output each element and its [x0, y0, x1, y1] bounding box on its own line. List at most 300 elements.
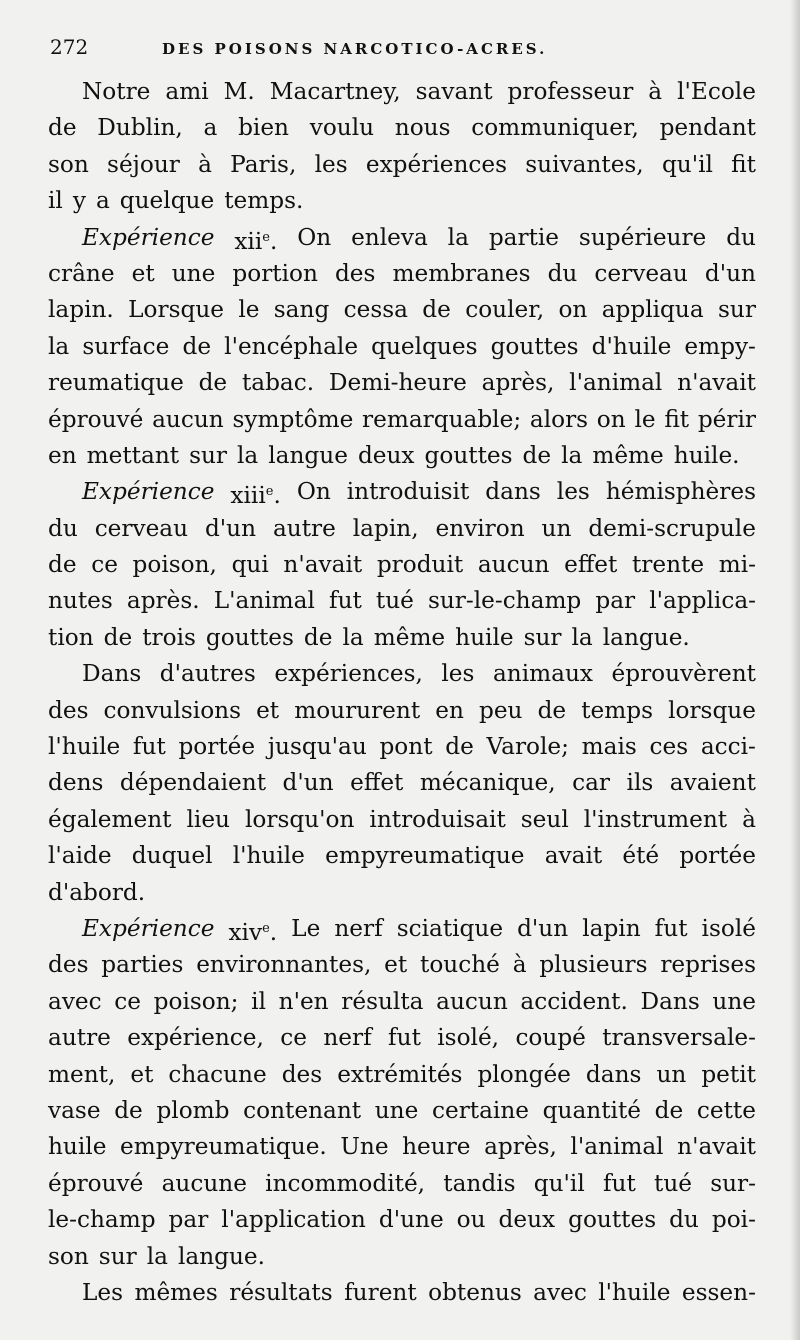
word: ami — [165, 78, 209, 105]
word: le-champ — [48, 1206, 156, 1234]
word: poison, — [132, 551, 217, 579]
word: moururent — [294, 696, 421, 724]
word: vase — [48, 1096, 101, 1124]
word: gouttes — [424, 441, 513, 469]
word: des — [281, 1060, 323, 1088]
word: quelques — [371, 332, 478, 360]
word: alors — [529, 405, 589, 433]
running-header — [50, 35, 755, 65]
word: qui — [231, 551, 269, 579]
word: la — [561, 441, 583, 469]
word: touché — [420, 951, 500, 979]
word: à — [512, 951, 527, 979]
text-line — [48, 693, 756, 729]
word: avait — [544, 842, 603, 870]
word: la — [571, 623, 593, 651]
word: xii$^e$. — [234, 227, 278, 255]
word: en — [48, 441, 77, 469]
text-line — [48, 620, 756, 656]
text-line — [48, 1057, 756, 1093]
word: partie — [488, 223, 560, 251]
word: il — [251, 987, 266, 1015]
word: poison; — [153, 987, 239, 1015]
word: l'applica- — [649, 587, 756, 615]
word: l'huile — [232, 842, 305, 870]
word: par — [168, 1206, 209, 1234]
word: demi-scrupule — [588, 514, 756, 542]
word: nous — [394, 114, 451, 142]
word: deux — [357, 441, 415, 469]
word: remarquable; — [362, 405, 522, 433]
word: temps — [581, 696, 653, 724]
word: avec — [533, 1278, 587, 1306]
word: éprouvé — [48, 1169, 144, 1197]
word: après, — [481, 369, 555, 397]
word: a — [95, 187, 110, 215]
word: l'encéphale — [224, 332, 359, 360]
word: incommodité, — [265, 1169, 426, 1197]
word: sciatique — [396, 914, 504, 942]
word: plomb — [156, 1096, 230, 1124]
word: à — [648, 78, 663, 105]
word: son — [48, 150, 89, 178]
word: jusqu'au — [267, 733, 367, 761]
word: de — [48, 114, 77, 142]
word: huile. — [673, 441, 740, 469]
word: bien — [238, 114, 289, 142]
word: éprouvé — [48, 405, 144, 433]
word: de — [445, 733, 474, 761]
text-line — [48, 256, 756, 292]
word: plongée — [477, 1060, 571, 1088]
word: hémisphères — [605, 478, 756, 506]
word: une — [374, 1096, 419, 1124]
word: Une — [340, 1133, 389, 1161]
word: l'application — [221, 1206, 366, 1234]
text-line — [48, 729, 756, 765]
word: savant — [415, 78, 493, 105]
word: nerf — [334, 914, 383, 942]
word: reumatique — [48, 369, 184, 397]
word: symptôme — [232, 405, 354, 433]
word: gouttes — [490, 332, 579, 360]
word: aucune — [161, 1169, 247, 1197]
word: dans — [585, 1060, 642, 1088]
word: portée — [178, 733, 256, 761]
word: animaux — [492, 660, 593, 688]
word: de — [303, 623, 333, 651]
text-line — [48, 656, 756, 692]
word: la — [447, 223, 469, 251]
word: a — [203, 114, 218, 142]
word: tabac. — [241, 369, 315, 397]
word: et — [130, 1060, 154, 1088]
word: Demi-heure — [328, 369, 467, 397]
word: qu'il — [661, 150, 713, 178]
word: produit — [376, 551, 464, 579]
word: y — [72, 187, 86, 215]
word: gouttes — [568, 1206, 657, 1234]
text-line — [48, 474, 756, 510]
word: l'Ecole — [677, 78, 756, 105]
word: dans — [485, 478, 541, 506]
word: de — [422, 296, 451, 324]
text-line — [48, 438, 756, 474]
word: temps. — [224, 187, 304, 215]
word: tion — [48, 623, 94, 651]
word: surface — [82, 332, 170, 360]
word: lapin — [582, 914, 641, 942]
word: avec — [48, 987, 102, 1015]
word: quantité — [542, 1096, 641, 1124]
word: après. — [126, 587, 200, 615]
word: transversale- — [602, 1024, 756, 1052]
word: on — [596, 405, 626, 433]
word: mécanique, — [419, 769, 556, 797]
text-line — [48, 183, 756, 219]
word: expériences — [365, 150, 508, 178]
word: à — [198, 150, 212, 178]
word: fut — [602, 1169, 636, 1197]
word: expériences, — [274, 660, 423, 688]
word: convulsions — [103, 696, 241, 724]
text-line — [48, 1275, 756, 1311]
word: suivantes, — [525, 150, 644, 178]
word: couler, — [465, 296, 545, 324]
word: la — [146, 1242, 168, 1270]
word: portée — [679, 842, 756, 870]
word: gouttes — [205, 623, 294, 651]
word: ce — [114, 987, 142, 1015]
word: xiv$^e$. — [228, 918, 278, 946]
word: aucun — [477, 551, 550, 579]
word: Dublin, — [97, 114, 183, 142]
word: L'animal — [213, 587, 315, 615]
word: empyreumatique — [325, 842, 525, 870]
text-line — [48, 365, 756, 401]
word: mettant — [86, 441, 180, 469]
word: lapin. — [48, 296, 114, 324]
word: effet — [350, 769, 404, 797]
word: Les — [82, 1278, 124, 1306]
word: langue. — [177, 1242, 266, 1270]
word: lapin, — [352, 514, 419, 542]
word: les — [556, 478, 590, 506]
word: l'huile — [598, 1278, 671, 1306]
word: d'un — [704, 259, 756, 287]
word: également — [48, 805, 172, 833]
word: une — [171, 259, 216, 287]
word: fut — [328, 587, 362, 615]
word: cette — [696, 1096, 756, 1124]
text-line — [48, 292, 756, 328]
word: d'un — [282, 769, 334, 797]
word: membranes — [392, 259, 531, 287]
word: de — [114, 1096, 143, 1124]
word: environnantes, — [196, 951, 372, 979]
word: il — [48, 187, 63, 215]
word: l'aide — [48, 842, 112, 870]
word: Lorsque — [128, 296, 224, 324]
word: dépendaient — [119, 769, 267, 797]
word: les — [441, 660, 475, 688]
word: communiquer, — [471, 114, 639, 142]
word: introduisait — [369, 805, 506, 833]
word: empy- — [684, 332, 756, 360]
body-text — [48, 74, 756, 1311]
word: coupé — [515, 1024, 586, 1052]
word: contenant — [243, 1096, 362, 1124]
word: On — [297, 223, 332, 251]
word: Dans — [640, 987, 700, 1015]
word: après, — [484, 1133, 557, 1161]
word: n'avait — [677, 369, 756, 397]
word: de — [103, 623, 133, 651]
word: tandis — [443, 1169, 516, 1197]
word: poi- — [711, 1206, 756, 1234]
word: son — [48, 1242, 89, 1270]
text-line — [48, 147, 756, 183]
word: appliqua — [601, 296, 704, 324]
word: empyreumatique. — [119, 1133, 327, 1161]
word: du — [669, 1206, 699, 1234]
text-line — [48, 765, 756, 801]
word: l'huile — [48, 733, 121, 761]
word: d'abord. — [48, 878, 146, 906]
word: Dans — [82, 660, 142, 688]
text-line — [48, 838, 756, 874]
word: qu'il — [533, 1169, 585, 1197]
word: d'un — [517, 914, 569, 942]
word: effet — [564, 551, 618, 579]
word: on — [558, 296, 588, 324]
word: d'huile — [591, 332, 672, 360]
word: du — [547, 259, 578, 287]
word: quelque — [119, 187, 215, 215]
word: fit — [731, 150, 756, 178]
word: ce — [280, 1024, 307, 1052]
running-title: DES POISONS NARCOTICO-ACRES. — [162, 40, 548, 58]
text-line — [48, 329, 756, 365]
word: mais — [581, 733, 637, 761]
word: Paris, — [230, 150, 297, 178]
word: résultats — [229, 1278, 333, 1306]
word: trois — [142, 623, 196, 651]
word: par — [595, 587, 636, 615]
word: aucun — [436, 987, 508, 1015]
word: parties — [101, 951, 184, 979]
page-edge-shadow — [790, 0, 800, 1340]
word: extrémités — [337, 1060, 463, 1088]
word: tué — [654, 1169, 692, 1197]
word: environ — [435, 514, 525, 542]
word: et — [384, 951, 408, 979]
text-line — [48, 911, 756, 947]
word: des — [48, 951, 89, 979]
word: des — [48, 696, 89, 724]
text-line — [48, 875, 756, 911]
word: cerveau — [94, 514, 189, 542]
text-line — [48, 220, 756, 256]
word: lieu — [186, 805, 230, 833]
word: nutes — [48, 587, 113, 615]
word: Macartney, — [269, 78, 401, 105]
word: mêmes — [134, 1278, 218, 1306]
word: Notre — [82, 78, 151, 105]
word: d'une — [378, 1206, 444, 1234]
text-line — [48, 547, 756, 583]
word: seul — [520, 805, 569, 833]
word: à — [742, 805, 756, 833]
word: résulta — [341, 987, 424, 1015]
word: l'instrument — [583, 805, 728, 833]
word: Expérience — [82, 478, 215, 506]
word: reprises — [660, 951, 756, 979]
word: l'animal — [569, 369, 663, 397]
word: fit — [664, 405, 690, 433]
word: sur — [98, 1242, 137, 1270]
word: obtenus — [428, 1278, 522, 1306]
word: de — [654, 1096, 684, 1124]
word: aucun — [152, 405, 224, 433]
word: de — [48, 551, 77, 579]
word: sur — [717, 296, 756, 324]
word: Expérience — [82, 914, 215, 942]
word: duquel — [131, 842, 213, 870]
word: le — [634, 405, 656, 433]
word: isolé — [701, 914, 756, 942]
word: une — [712, 987, 756, 1015]
page-number: 272 — [50, 35, 89, 59]
word: en — [435, 696, 464, 724]
word: mi- — [718, 551, 756, 579]
word: certaine — [432, 1096, 530, 1124]
word: avaient — [669, 769, 756, 797]
word: cessa — [343, 296, 408, 324]
word: chacune — [168, 1060, 267, 1088]
word: autre — [272, 514, 336, 542]
word: la — [237, 441, 259, 469]
word: furent — [344, 1278, 417, 1306]
word: cerveau — [594, 259, 688, 287]
text-line — [48, 1020, 756, 1056]
word: et — [256, 696, 280, 724]
word: sur — [189, 441, 227, 469]
word: pendant — [659, 114, 756, 142]
word: les — [314, 150, 348, 178]
word: enleva — [351, 223, 428, 251]
text-line — [48, 583, 756, 619]
word: isolé, — [437, 1024, 500, 1052]
word: sur-le-champ — [427, 587, 582, 615]
word: expérience, — [127, 1024, 264, 1052]
text-line — [48, 1129, 756, 1165]
word: la — [48, 332, 70, 360]
word: le — [238, 296, 260, 324]
word: pont — [379, 733, 433, 761]
text-line — [48, 802, 756, 838]
word: nerf — [323, 1024, 372, 1052]
text-line — [48, 402, 756, 438]
word: tué — [375, 587, 414, 615]
word: portion — [232, 259, 318, 287]
word: heure — [402, 1133, 471, 1161]
word: éprouvèrent — [611, 660, 756, 688]
word: langue. — [602, 623, 690, 651]
word: de — [182, 332, 212, 360]
word: l'animal — [570, 1133, 664, 1161]
word: autre — [48, 1024, 111, 1052]
word: n'avait — [677, 1133, 756, 1161]
word: sur — [523, 623, 562, 651]
text-line — [48, 110, 756, 146]
word: petit — [701, 1060, 756, 1088]
word: un — [656, 1060, 687, 1088]
word: séjour — [107, 150, 180, 178]
text-line — [48, 74, 756, 110]
word: trente — [631, 551, 705, 579]
word: de — [198, 369, 228, 397]
word: périr — [697, 405, 756, 433]
text-line — [48, 1093, 756, 1129]
word: même — [592, 441, 664, 469]
text-line — [48, 1202, 756, 1238]
word: d'autres — [159, 660, 256, 688]
word: car — [572, 769, 611, 797]
word: dens — [48, 769, 104, 797]
word: la — [342, 623, 364, 651]
word: crâne — [48, 259, 115, 287]
word: lorsqu'on — [245, 805, 355, 833]
word: professeur — [507, 78, 634, 105]
text-line — [48, 947, 756, 983]
word: deux — [498, 1206, 556, 1234]
word: même — [373, 623, 446, 651]
word: langue — [268, 441, 348, 469]
word: plusieurs — [539, 951, 648, 979]
word: été — [622, 842, 660, 870]
word: et — [131, 259, 155, 287]
word: fut — [654, 914, 688, 942]
word: xiii$^e$. — [230, 482, 281, 510]
word: Expérience — [82, 223, 215, 251]
word: Varole; — [486, 733, 569, 761]
word: ils — [626, 769, 654, 797]
word: supérieure — [578, 223, 707, 251]
word: ment, — [48, 1060, 116, 1088]
word: voulu — [309, 114, 375, 142]
word: sur- — [710, 1169, 756, 1197]
word: n'avait — [283, 551, 363, 579]
word: Le — [291, 914, 321, 942]
word: acci- — [700, 733, 756, 761]
word: peu — [478, 696, 523, 724]
word: n'en — [278, 987, 329, 1015]
word: M. — [223, 78, 255, 105]
word: sang — [273, 296, 330, 324]
word: introduisit — [346, 478, 470, 506]
word: des — [334, 259, 376, 287]
word: huile — [455, 623, 514, 651]
word: du — [726, 223, 756, 251]
text-line — [48, 1166, 756, 1202]
word: un — [541, 514, 572, 542]
word: de — [522, 441, 552, 469]
word: fut — [132, 733, 166, 761]
word: du — [48, 514, 78, 542]
word: ces — [649, 733, 689, 761]
word: lorsque — [668, 696, 756, 724]
